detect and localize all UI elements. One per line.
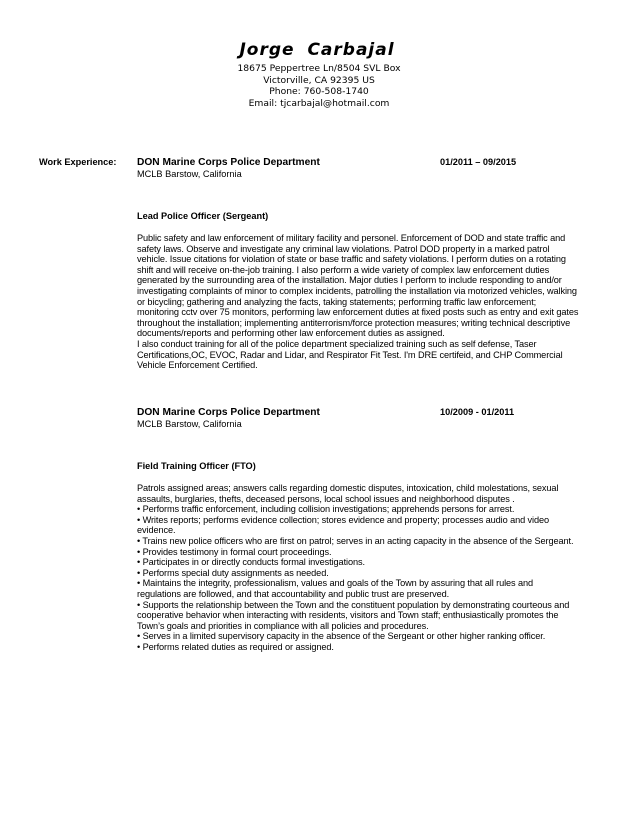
description-line: assaults, burglaries, thefts, deceased persons, local school issues and neighborhood disputes . [137, 493, 515, 504]
contact-block [0, 63, 638, 109]
email-line: Email: tjcarbajal@hotmail.com [248, 97, 390, 109]
applicant-name: Jorge Carbajal [239, 40, 395, 60]
job-organization: DON Marine Corps Police Department [137, 157, 320, 168]
job-entry [137, 407, 599, 429]
description-line: Vehicle Enforcement Certified. [137, 360, 258, 371]
description-line: safety laws. Observe and investigate any criminal law violations. Patrol DOD property in a marked patrol [137, 243, 550, 254]
description-line: generated by the surrounding area of the installation. Major duties I perform to include responding to and/or [137, 275, 562, 286]
description-line: • Serves in a limited supervisory capacity in the absence of the Sergeant or other higher ranking officer. [137, 631, 546, 642]
description-line: • Performs traffic enforcement, including collision investigations; apprehends persons for arrest. [137, 504, 515, 515]
job-description [137, 233, 602, 371]
description-line: evidence. [137, 525, 176, 536]
job-dates: 01/2011 – 09/2015 [440, 157, 517, 167]
job-organization: DON Marine Corps Police Department [137, 407, 320, 418]
job-dates: 10/2009 - 01/2011 [440, 407, 515, 417]
description-line: I also conduct training for all of the police department specialized training such as self defense, Taser [137, 338, 537, 349]
resume-header [0, 40, 638, 109]
description-line: regulations are followed, and that accountability and public trust are preserved. [137, 588, 450, 599]
description-line: Public safety and law enforcement of military facility and personel. Enforcement of DOD and state traffic and [137, 233, 566, 243]
job-entry [137, 157, 599, 179]
description-line: • Participates in or directly conducts formal investigations. [137, 557, 365, 568]
city-line: Victorville, CA 92395 US [263, 74, 375, 86]
job-title: Lead Police Officer (Sergeant) [137, 211, 269, 221]
description-line: Town’s goals and priorities in compliance with all policies and procedures. [137, 620, 429, 631]
description-line: • Trains new police officers who are first on patrol; serves in an acting capacity in the absence of the Sergeant. [137, 535, 574, 546]
description-line: • Maintains the integrity, professionalism, values and goals of the Town by assuring that all rules and [137, 578, 534, 589]
description-line: documents/reports and performing other law enforcement duties as assigned. [137, 328, 445, 339]
phone-line: Phone: 760-508-1740 [269, 86, 369, 97]
description-line: or bicycling; gathering and analyzing the facts, taking statements; performing traffic law enforcement; [137, 296, 537, 307]
work-experience-label: Work Experience: [39, 157, 117, 167]
description-line: • Performs related duties as required or assigned. [137, 641, 334, 652]
description-line: • Writes reports; performs evidence collection; stores evidence and property; processes audio and video [137, 514, 550, 525]
description-line: vehicle. Issue citations for violation of state or base traffic and safety violations. I perform duties on a rotating [137, 254, 566, 265]
description-line: Certifications,OC, EVOC, Radar and Lidar, and Respirator Fit Test. I'm DRE certifeid, and CHP Commercial [137, 349, 563, 360]
description-line: throughout the installation; implementing antiterrorism/force protection measures; writing technical descriptive [137, 317, 571, 328]
description-line: • Supports the relationship between the Town and the constituent population by demonstrating courteous and [137, 599, 570, 610]
description-line: investigating complaints of minor to complex incidents, patrolling the installation via motorized vehicles, walking [137, 285, 577, 296]
description-line: cooperative behavior when interacting with residents, visitors and Town staff; enthusiastically promotes the [137, 610, 559, 621]
job-description [137, 483, 602, 653]
description-line: • Provides testimony in formal court proceedings. [137, 546, 332, 557]
job-title: Field Training Officer (FTO) [137, 461, 256, 471]
description-line: shift and will receive on-the-job training. I also perform a wide variety of complex law enforcement duties [137, 264, 550, 275]
description-line: • Performs special duty assignments as needed. [137, 567, 329, 578]
address-line: 18675 Peppertree Ln/8504 SVL Box [237, 63, 401, 74]
job-location: MCLB Barstow, California [137, 419, 242, 429]
description-line: monitoring cctv over 75 monitors, performing law enforcement duties at fixed posts such as entry and exit gates [137, 307, 579, 318]
description-line: Patrols assigned areas; answers calls regarding domestic disputes, intoxication, child molestations, sexual [137, 483, 559, 493]
job-location: MCLB Barstow, California [137, 169, 242, 179]
